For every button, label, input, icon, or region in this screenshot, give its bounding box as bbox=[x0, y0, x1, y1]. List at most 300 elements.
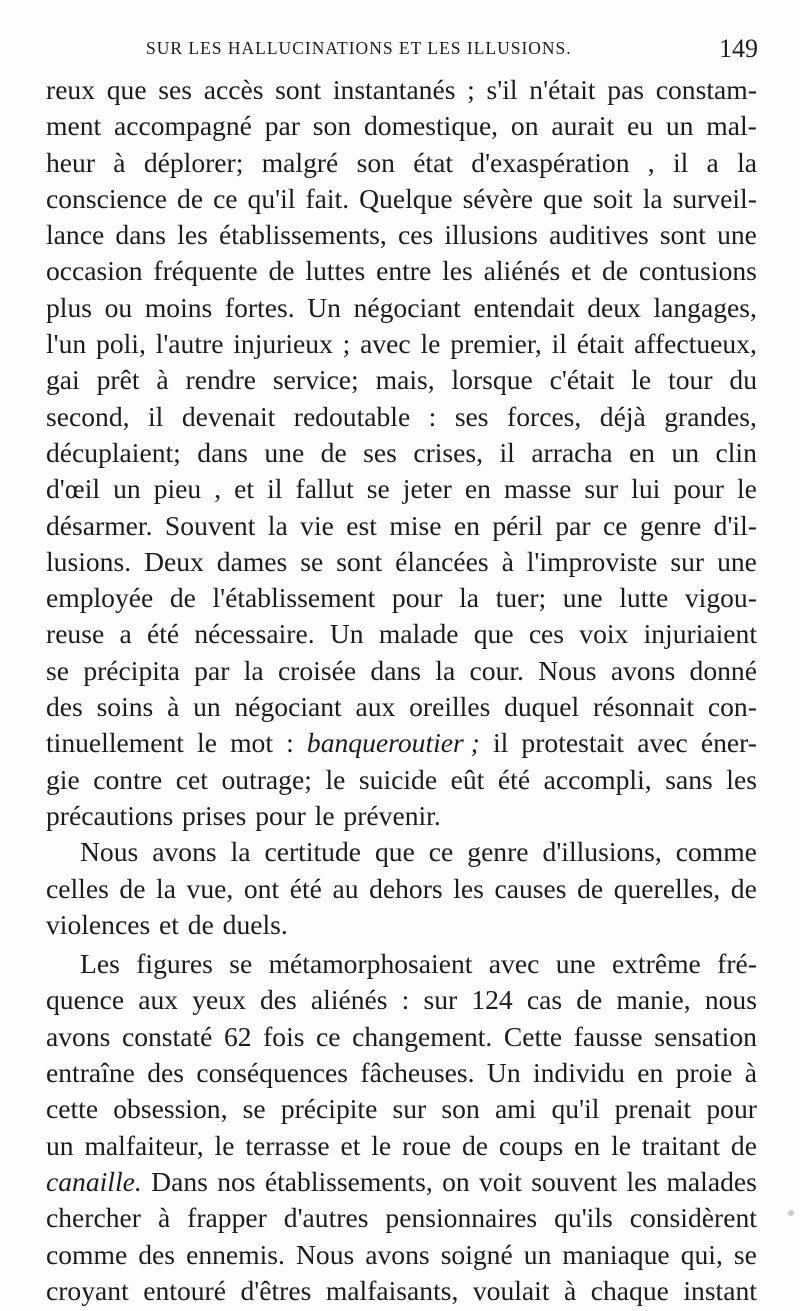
word: a bbox=[706, 146, 719, 178]
word: ; bbox=[342, 328, 351, 360]
text-line bbox=[46, 217, 757, 253]
word: roue bbox=[402, 1129, 452, 1161]
word: Les bbox=[80, 948, 120, 980]
word: décuplaient; bbox=[46, 436, 181, 468]
word: c'était bbox=[549, 364, 615, 396]
word: changement. bbox=[352, 1020, 493, 1052]
text-line bbox=[46, 871, 757, 907]
word: d'exaspération bbox=[471, 146, 630, 178]
text-line bbox=[46, 181, 757, 217]
word: sont bbox=[275, 74, 322, 105]
word: traitant bbox=[641, 1129, 721, 1161]
word: prévenir. bbox=[343, 799, 441, 831]
word: soigné bbox=[440, 1238, 513, 1270]
word: duquel bbox=[504, 691, 580, 723]
word: chercher bbox=[46, 1202, 141, 1234]
word: le bbox=[314, 799, 335, 831]
word: déplorer; bbox=[143, 146, 244, 178]
word: malfaiteur, bbox=[84, 1129, 204, 1161]
word: se bbox=[46, 654, 69, 686]
word: accompli, bbox=[543, 763, 652, 795]
word: déjà bbox=[599, 400, 646, 432]
word: redoutable bbox=[293, 400, 411, 432]
word: luttes bbox=[305, 255, 366, 287]
word: entendait bbox=[473, 291, 575, 323]
word: suicide bbox=[358, 763, 438, 795]
word: querelles, bbox=[613, 872, 721, 904]
word: aurait bbox=[551, 110, 615, 142]
word: lui bbox=[631, 473, 661, 505]
word: les bbox=[177, 219, 208, 251]
word: d'êtres bbox=[240, 1274, 312, 1306]
word: rendre bbox=[185, 364, 257, 396]
text-line bbox=[46, 1200, 757, 1236]
word: à bbox=[113, 146, 126, 178]
word: une bbox=[264, 436, 305, 468]
word: et bbox=[159, 908, 179, 940]
word: soit bbox=[592, 182, 633, 214]
word: le bbox=[420, 328, 441, 360]
word: entouré bbox=[143, 1274, 226, 1306]
word: maniaque bbox=[562, 1238, 670, 1270]
word: fré- bbox=[717, 948, 757, 980]
word: frapper bbox=[187, 1202, 267, 1234]
word: prises bbox=[182, 799, 247, 831]
word: un bbox=[46, 1129, 74, 1161]
word: entraîne bbox=[46, 1057, 135, 1089]
word: s'il bbox=[486, 74, 518, 105]
word: entre bbox=[376, 255, 432, 287]
word: et bbox=[571, 255, 592, 287]
text-line bbox=[46, 725, 757, 761]
word: en bbox=[637, 1057, 664, 1089]
word: de bbox=[577, 872, 604, 904]
word: pour bbox=[391, 582, 443, 614]
word: négociant bbox=[234, 691, 342, 723]
word: cet bbox=[175, 763, 208, 795]
word: qu'il bbox=[551, 1093, 600, 1125]
word: accompagné bbox=[114, 110, 252, 142]
word: la bbox=[267, 509, 288, 541]
word: Nous bbox=[538, 654, 597, 686]
word: tuer; bbox=[495, 582, 547, 614]
word: lutte bbox=[619, 582, 669, 614]
word: que bbox=[106, 74, 147, 105]
word: instant bbox=[683, 1274, 757, 1306]
word: se bbox=[300, 545, 324, 577]
word: établissements, bbox=[218, 219, 387, 251]
word: par bbox=[264, 110, 300, 142]
word: qu'il bbox=[247, 182, 296, 214]
word: ; bbox=[467, 74, 475, 105]
word: en bbox=[464, 473, 491, 505]
word: fréquente bbox=[153, 255, 258, 287]
word: gai bbox=[46, 364, 80, 396]
word: aliénés bbox=[310, 984, 388, 1016]
word: fortes. bbox=[224, 291, 295, 323]
word: aux bbox=[138, 984, 179, 1016]
word: métamorphosaient bbox=[268, 948, 473, 980]
word: clin bbox=[715, 436, 757, 468]
word: le bbox=[197, 727, 217, 759]
word: souvent bbox=[531, 1165, 618, 1197]
word: l'autre bbox=[155, 328, 224, 360]
word: dans bbox=[115, 219, 166, 251]
text-line bbox=[46, 290, 757, 326]
word: tinuellement bbox=[46, 727, 184, 759]
word: une bbox=[555, 948, 596, 980]
word: été bbox=[289, 872, 322, 904]
word: genre bbox=[639, 509, 702, 541]
word: les bbox=[626, 1165, 658, 1197]
word: plus bbox=[46, 291, 92, 323]
word: d'œil bbox=[46, 473, 101, 505]
word: pas bbox=[607, 74, 645, 105]
word: : bbox=[401, 984, 410, 1016]
word: son bbox=[312, 110, 352, 142]
word: croyant bbox=[46, 1274, 129, 1306]
word: à bbox=[744, 1057, 757, 1089]
word: que bbox=[374, 836, 415, 868]
text-line bbox=[46, 362, 757, 398]
word: à bbox=[564, 1274, 577, 1306]
word: terrasse bbox=[245, 1129, 330, 1161]
word: la bbox=[737, 146, 757, 178]
word: ses bbox=[363, 436, 397, 468]
word: à bbox=[157, 1202, 171, 1234]
word: en bbox=[574, 1129, 601, 1161]
word: figures bbox=[136, 948, 213, 980]
word: la bbox=[230, 836, 251, 868]
word: eût bbox=[450, 763, 485, 795]
word: une bbox=[717, 545, 757, 577]
text-line bbox=[46, 1055, 757, 1091]
word: a bbox=[119, 618, 132, 650]
word: à bbox=[501, 545, 514, 577]
word: d'autres bbox=[283, 1202, 369, 1234]
text-line bbox=[46, 1091, 757, 1127]
word: de bbox=[730, 1129, 757, 1161]
word: vigou- bbox=[684, 582, 757, 614]
word: conscience bbox=[46, 182, 168, 214]
word: forces, bbox=[507, 400, 582, 432]
word: son bbox=[441, 1093, 480, 1125]
word: de bbox=[730, 872, 757, 904]
word: masse bbox=[503, 473, 572, 505]
word: du bbox=[729, 364, 757, 396]
word: été bbox=[146, 618, 180, 650]
word: voit bbox=[479, 1165, 522, 1197]
word: élancées bbox=[395, 545, 489, 577]
word: constam- bbox=[655, 74, 757, 105]
word: l'un bbox=[46, 328, 87, 360]
text-line bbox=[46, 834, 757, 870]
word: pour bbox=[673, 473, 724, 505]
word: voix bbox=[579, 618, 629, 650]
word: établissements, bbox=[264, 1165, 433, 1197]
text-line bbox=[46, 1164, 757, 1200]
word: une bbox=[562, 582, 603, 614]
text-line bbox=[46, 544, 757, 580]
word: il bbox=[672, 146, 689, 178]
word: fausse bbox=[573, 1020, 643, 1052]
word: prenait bbox=[614, 1093, 692, 1125]
word: dans bbox=[370, 654, 421, 686]
text-line bbox=[46, 145, 757, 181]
word: le bbox=[371, 1129, 392, 1161]
word: sensation bbox=[654, 1020, 757, 1052]
word: instantanés bbox=[332, 74, 456, 105]
word: avons bbox=[46, 1020, 111, 1052]
word: la bbox=[642, 182, 663, 214]
word: des bbox=[260, 984, 297, 1016]
word: sur bbox=[392, 1093, 427, 1125]
word: sévère bbox=[462, 182, 534, 214]
word: ce bbox=[316, 1020, 341, 1052]
word: ennemis. bbox=[186, 1238, 285, 1270]
word: manie, bbox=[616, 984, 691, 1016]
body-text bbox=[46, 72, 757, 1309]
word: sont bbox=[336, 545, 383, 577]
word: oreilles bbox=[409, 691, 491, 723]
word: malades bbox=[666, 1165, 757, 1197]
word: par bbox=[555, 509, 591, 541]
word: sur bbox=[423, 984, 458, 1016]
word: il bbox=[499, 436, 515, 468]
text-line bbox=[46, 907, 757, 943]
word: de bbox=[461, 1129, 489, 1161]
word: crises, bbox=[413, 436, 484, 468]
word: fait. bbox=[305, 182, 350, 214]
word: de bbox=[187, 908, 214, 940]
word: précautions bbox=[46, 799, 174, 831]
word: nécessaire. bbox=[194, 618, 315, 650]
word: le bbox=[611, 1129, 631, 1161]
word: on bbox=[442, 1165, 470, 1197]
word: constaté bbox=[121, 1020, 213, 1052]
word: protestait bbox=[521, 727, 625, 759]
word: ce bbox=[428, 836, 454, 868]
text-line bbox=[46, 471, 757, 507]
word: ce bbox=[213, 182, 238, 214]
text-line bbox=[46, 653, 757, 689]
word: un bbox=[523, 1238, 552, 1270]
word: se bbox=[242, 1093, 266, 1125]
word: croisée bbox=[277, 654, 357, 686]
word: accès bbox=[203, 74, 264, 105]
word: par bbox=[194, 654, 230, 686]
word: comme bbox=[46, 1238, 128, 1270]
word: les bbox=[442, 255, 473, 287]
text-line bbox=[46, 1019, 757, 1055]
word: Un bbox=[329, 618, 364, 650]
word: reuse bbox=[46, 618, 105, 650]
word: il bbox=[148, 400, 164, 432]
word: de bbox=[320, 436, 347, 468]
word: se bbox=[366, 473, 390, 505]
word: et bbox=[340, 1129, 361, 1161]
word: fâcheuses. bbox=[360, 1057, 475, 1089]
word: deux bbox=[587, 291, 641, 323]
word: sur bbox=[670, 545, 705, 577]
word: genre bbox=[467, 836, 529, 868]
word: domestique, bbox=[363, 110, 499, 142]
print-blemish bbox=[788, 1210, 794, 1216]
word: sans bbox=[665, 763, 713, 795]
word: celles bbox=[46, 872, 109, 904]
word: Quelque bbox=[359, 182, 453, 214]
word: des bbox=[138, 1238, 176, 1270]
word: un bbox=[665, 110, 694, 142]
word: qui, bbox=[680, 1238, 723, 1270]
word: mise bbox=[389, 509, 442, 541]
word: occasion bbox=[46, 255, 143, 287]
word: est bbox=[346, 509, 377, 541]
word: Dans bbox=[151, 1165, 208, 1197]
word: pour bbox=[255, 799, 306, 831]
word: état bbox=[413, 146, 454, 178]
text-line bbox=[46, 762, 757, 798]
word: Cette bbox=[503, 1020, 563, 1052]
word: à bbox=[156, 364, 169, 396]
text-line bbox=[46, 1128, 757, 1164]
word: avons bbox=[365, 1238, 430, 1270]
word: péril bbox=[492, 509, 543, 541]
word: cette bbox=[46, 1093, 99, 1125]
word: 62 bbox=[223, 1020, 252, 1052]
word: la bbox=[459, 582, 480, 614]
word: reux bbox=[46, 74, 96, 105]
word: vie bbox=[300, 509, 334, 541]
word: moins bbox=[144, 291, 213, 323]
word: le bbox=[325, 763, 346, 795]
word: de bbox=[169, 582, 196, 614]
word: sur bbox=[584, 473, 619, 505]
word: coups bbox=[498, 1129, 564, 1161]
word: au bbox=[332, 872, 359, 904]
word: il bbox=[551, 328, 567, 360]
word: 124 bbox=[471, 984, 513, 1016]
word: auditives bbox=[549, 219, 649, 251]
word: donné bbox=[689, 654, 757, 686]
word: heur bbox=[46, 146, 96, 178]
word: obsession, bbox=[113, 1093, 228, 1125]
word: certitude bbox=[264, 836, 362, 868]
word: grandes, bbox=[664, 400, 757, 432]
word: second, bbox=[46, 400, 130, 432]
word: en bbox=[453, 509, 480, 541]
word: lorsque bbox=[451, 364, 533, 396]
word: cour. bbox=[469, 654, 524, 686]
word: ment bbox=[46, 110, 102, 142]
word: eu bbox=[627, 110, 654, 142]
word: le bbox=[631, 364, 652, 396]
text-line bbox=[46, 798, 757, 834]
word: soins bbox=[96, 691, 154, 723]
word: pensionnaires bbox=[385, 1202, 538, 1234]
word: de bbox=[601, 255, 628, 287]
text-line bbox=[46, 508, 757, 544]
word: on bbox=[510, 110, 539, 142]
italic-word: banqueroutier ; bbox=[306, 727, 480, 759]
text-line bbox=[46, 326, 757, 362]
word: individu bbox=[532, 1057, 625, 1089]
word: et bbox=[234, 473, 255, 505]
word: service; bbox=[272, 364, 359, 396]
word: jeter bbox=[402, 473, 452, 505]
word: d'illusions, bbox=[542, 836, 662, 868]
word: il bbox=[267, 473, 283, 505]
word: sont bbox=[659, 219, 706, 251]
word: surveil- bbox=[672, 182, 757, 214]
word: ses bbox=[158, 74, 193, 105]
word: aliénés bbox=[483, 255, 561, 287]
text-line bbox=[46, 72, 757, 108]
word: dans bbox=[197, 436, 248, 468]
word: se bbox=[733, 1238, 757, 1270]
word: la bbox=[156, 872, 176, 904]
word: ami bbox=[494, 1093, 537, 1125]
word: de bbox=[268, 255, 295, 287]
word: , bbox=[647, 146, 655, 178]
word: avec bbox=[360, 328, 411, 360]
word: avec bbox=[488, 948, 540, 980]
word: illusions bbox=[444, 219, 538, 251]
word: il bbox=[492, 727, 509, 759]
word: était bbox=[576, 328, 625, 360]
word: conséquences bbox=[196, 1057, 349, 1089]
word: chaque bbox=[590, 1274, 669, 1306]
word: fois bbox=[263, 1020, 305, 1052]
word: précipite bbox=[280, 1093, 378, 1125]
word: un bbox=[113, 473, 141, 505]
word: l'établissement bbox=[212, 582, 376, 614]
word: mais, bbox=[375, 364, 435, 396]
text-line bbox=[46, 1273, 757, 1309]
text-line bbox=[46, 435, 757, 471]
text-line bbox=[46, 689, 757, 725]
word: avec bbox=[637, 727, 688, 759]
word: de bbox=[177, 182, 204, 214]
word: ces bbox=[528, 618, 565, 650]
word: employée bbox=[46, 582, 154, 614]
word: con- bbox=[707, 691, 757, 723]
word: violences bbox=[46, 908, 151, 940]
word: dehors bbox=[369, 872, 443, 904]
word: ont bbox=[243, 872, 280, 904]
word: malfaisants, bbox=[325, 1274, 459, 1306]
word: pour bbox=[706, 1093, 757, 1125]
word: en bbox=[628, 436, 655, 468]
word: les bbox=[726, 763, 757, 795]
word: son bbox=[356, 146, 395, 178]
word: nos bbox=[217, 1165, 256, 1197]
word: gie bbox=[46, 763, 80, 795]
page-number: 149 bbox=[719, 34, 758, 63]
word: un bbox=[671, 436, 700, 468]
word: qu'ils bbox=[554, 1202, 613, 1234]
word: devenait bbox=[181, 400, 276, 432]
word: Un bbox=[307, 291, 341, 323]
word: Nous bbox=[80, 836, 139, 868]
word: injurieux bbox=[233, 328, 333, 360]
word: n'était bbox=[529, 74, 596, 105]
text-line bbox=[46, 108, 757, 144]
word: précipita bbox=[83, 654, 180, 686]
word: premier, bbox=[450, 328, 542, 360]
word: aux bbox=[355, 691, 396, 723]
word: mot bbox=[230, 727, 274, 759]
